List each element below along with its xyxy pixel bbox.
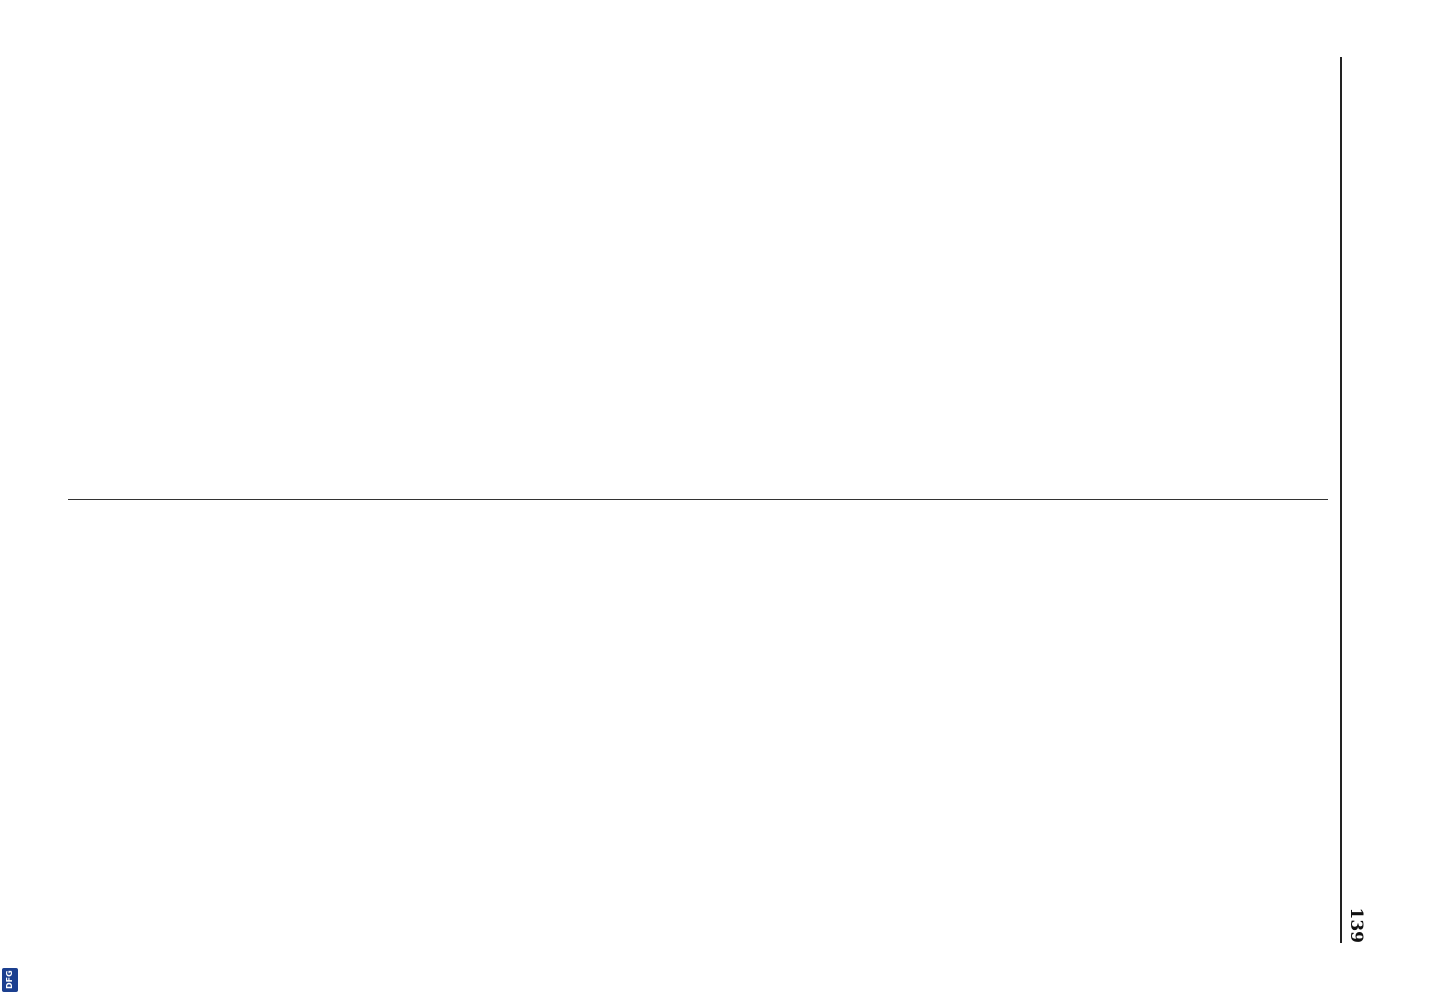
- digitization-note: [4, 60, 18, 960]
- page-number: 139: [1346, 907, 1366, 943]
- rotated-document: [46, 35, 1386, 965]
- left-column: [68, 57, 1328, 487]
- right-column: [68, 513, 1328, 943]
- column-rule: [68, 499, 1328, 500]
- running-header: [1340, 57, 1368, 943]
- dfg-logo-badge: DFG: [2, 968, 18, 992]
